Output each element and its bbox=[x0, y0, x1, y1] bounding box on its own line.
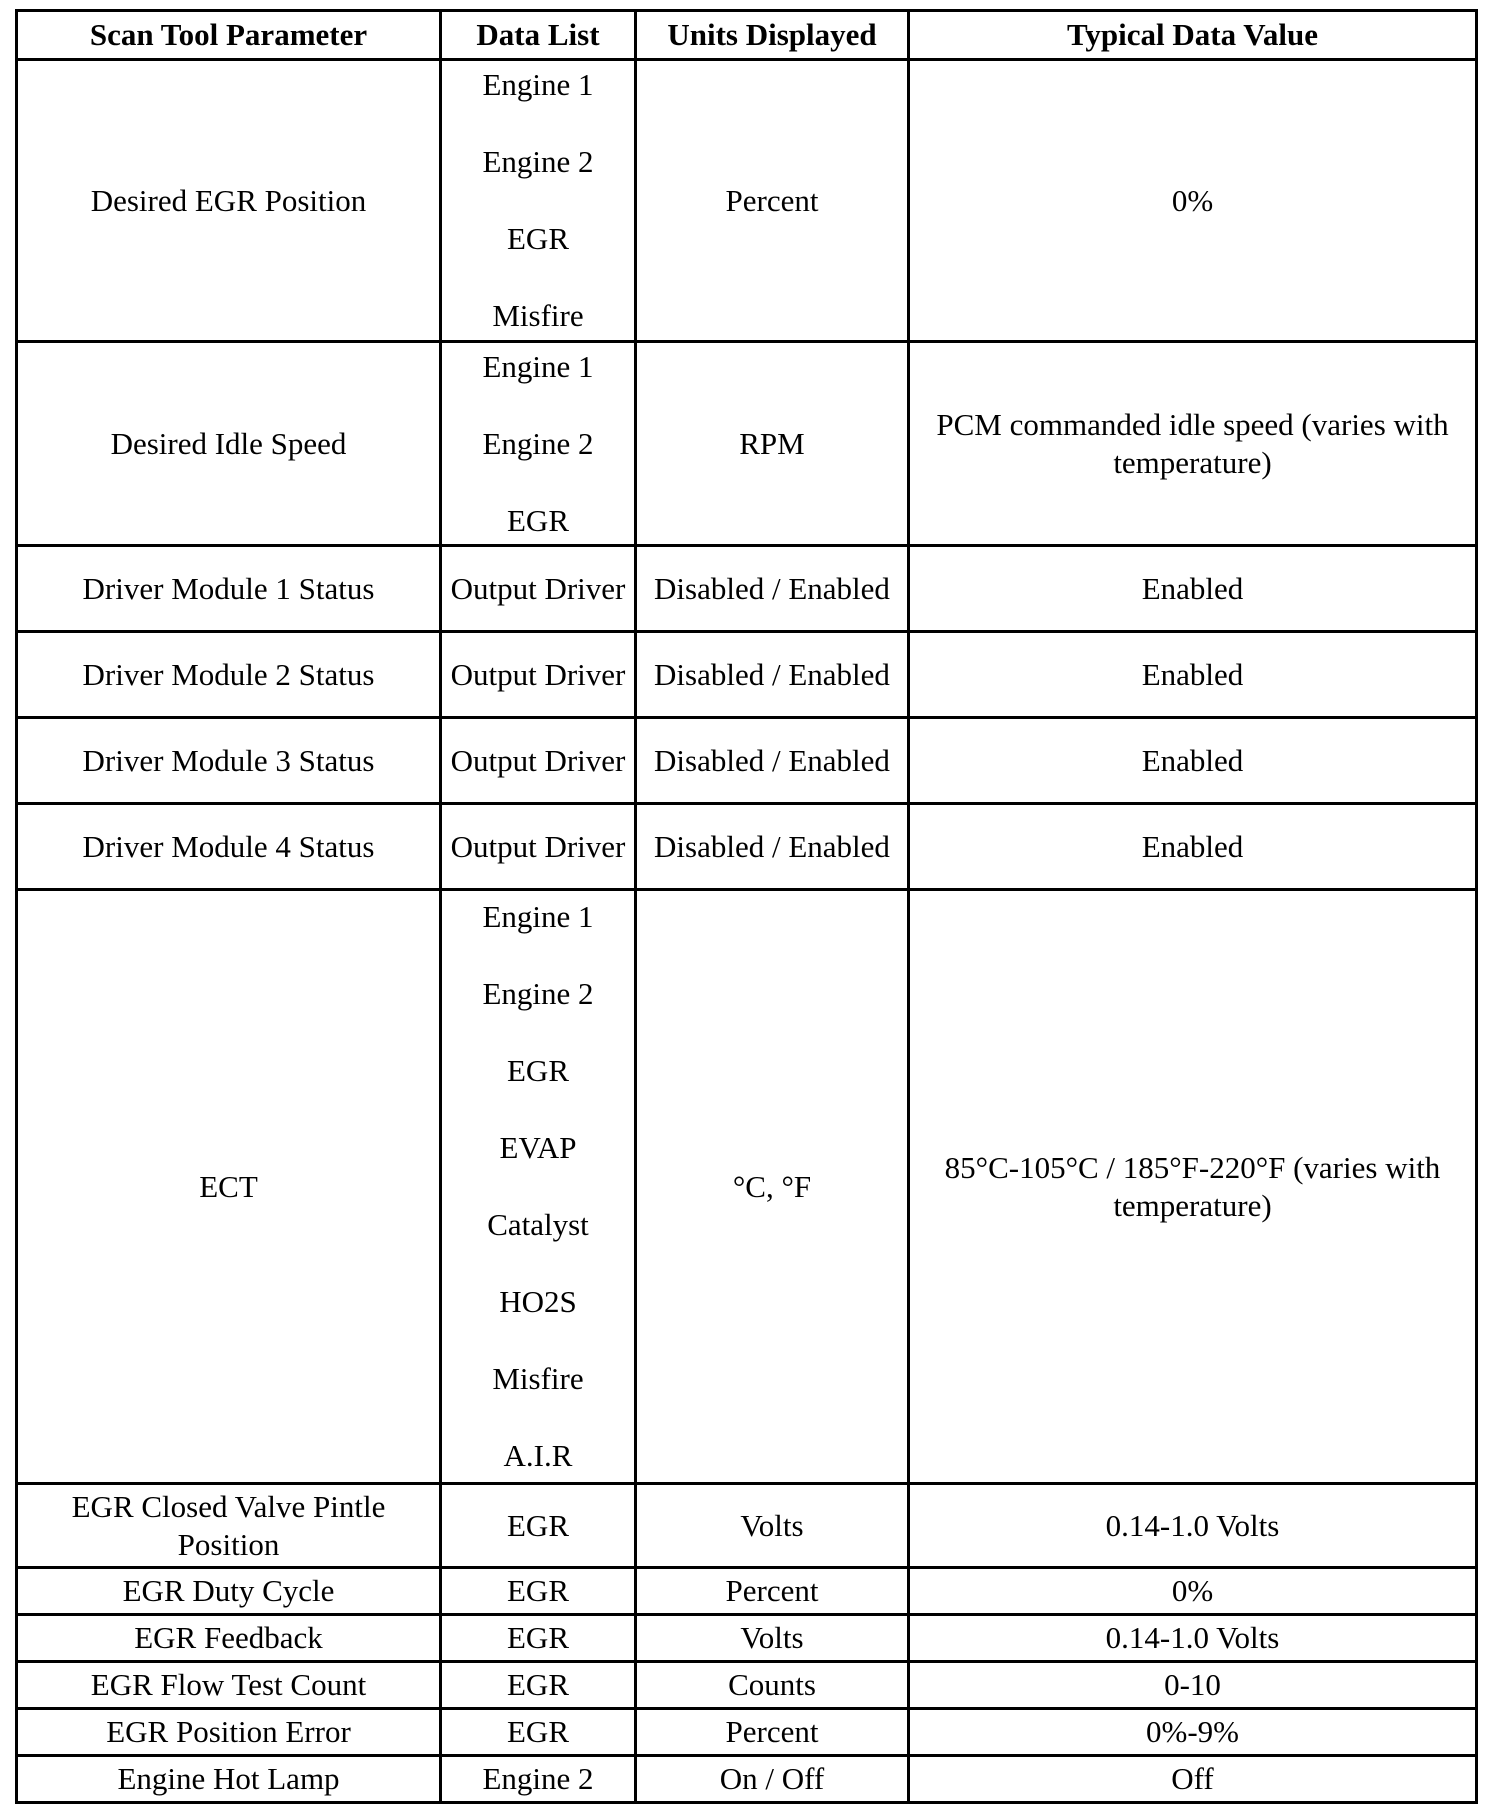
header-typical-data-value: Typical Data Value bbox=[909, 11, 1477, 60]
cell-parameter: EGR Position Error bbox=[17, 1709, 441, 1756]
cell-typical-value: 0% bbox=[909, 60, 1477, 342]
table-row bbox=[17, 1662, 1477, 1709]
cell-typical-value: 0%-9% bbox=[909, 1709, 1477, 1756]
data-list-item: Catalyst bbox=[487, 1207, 589, 1242]
table-row bbox=[17, 718, 1477, 804]
cell-typical-value: 0% bbox=[909, 1568, 1477, 1615]
cell-typical-value: Enabled bbox=[909, 718, 1477, 804]
data-list-item: EGR bbox=[507, 1714, 569, 1749]
data-list-item: EGR bbox=[507, 502, 569, 538]
data-list-item: Engine 1 bbox=[482, 67, 594, 102]
cell-data-list bbox=[441, 632, 636, 718]
data-list-item: Output Driver bbox=[450, 656, 626, 692]
data-list-item: Misfire bbox=[492, 298, 584, 333]
cell-parameter: Desired Idle Speed bbox=[17, 342, 441, 546]
data-list-item: Output Driver bbox=[450, 742, 626, 778]
data-list-item: Output Driver bbox=[450, 570, 626, 606]
cell-typical-value: Enabled bbox=[909, 546, 1477, 632]
cell-parameter: Driver Module 3 Status bbox=[17, 718, 441, 804]
data-list-item: EGR bbox=[507, 221, 569, 256]
cell-units: Percent bbox=[636, 1568, 909, 1615]
cell-units: Disabled / Enabled bbox=[636, 718, 909, 804]
table-row bbox=[17, 342, 1477, 546]
cell-data-list bbox=[441, 718, 636, 804]
data-list-item: EGR bbox=[507, 1620, 569, 1655]
cell-units: °C, °F bbox=[636, 890, 909, 1484]
cell-data-list bbox=[441, 546, 636, 632]
cell-typical-value: 0-10 bbox=[909, 1662, 1477, 1709]
table-row bbox=[17, 60, 1477, 342]
data-list-item: Output Driver bbox=[450, 828, 626, 864]
data-list-item: EVAP bbox=[499, 1130, 577, 1165]
table-row bbox=[17, 546, 1477, 632]
table-row bbox=[17, 1484, 1477, 1568]
cell-data-list bbox=[441, 1662, 636, 1709]
cell-parameter: EGR Duty Cycle bbox=[17, 1568, 441, 1615]
cell-parameter: Desired EGR Position bbox=[17, 60, 441, 342]
cell-data-list bbox=[441, 1615, 636, 1662]
data-list-item: EGR bbox=[507, 1507, 569, 1543]
cell-data-list bbox=[441, 342, 636, 546]
cell-units: Disabled / Enabled bbox=[636, 804, 909, 890]
cell-parameter: Engine Hot Lamp bbox=[17, 1756, 441, 1803]
cell-units: RPM bbox=[636, 342, 909, 546]
data-list-item: Engine 1 bbox=[482, 348, 594, 384]
cell-parameter: Driver Module 2 Status bbox=[17, 632, 441, 718]
data-list-item: A.I.R bbox=[503, 1438, 573, 1473]
table-row bbox=[17, 804, 1477, 890]
data-list-item: EGR bbox=[507, 1053, 569, 1088]
cell-data-list bbox=[441, 60, 636, 342]
cell-units: On / Off bbox=[636, 1756, 909, 1803]
data-list-item: Engine 2 bbox=[482, 1761, 594, 1796]
cell-units: Disabled / Enabled bbox=[636, 632, 909, 718]
header-row bbox=[17, 11, 1477, 60]
header-scan-tool-parameter: Scan Tool Parameter bbox=[17, 11, 441, 60]
cell-parameter: EGR Feedback bbox=[17, 1615, 441, 1662]
cell-parameter: Driver Module 1 Status bbox=[17, 546, 441, 632]
header-units-displayed: Units Displayed bbox=[636, 11, 909, 60]
cell-typical-value: PCM commanded idle speed (varies with temperature) bbox=[909, 342, 1477, 546]
data-list-item: Engine 2 bbox=[482, 976, 594, 1011]
cell-typical-value: 0.14-1.0 Volts bbox=[909, 1484, 1477, 1568]
cell-data-list bbox=[441, 804, 636, 890]
cell-typical-value: Enabled bbox=[909, 632, 1477, 718]
cell-data-list bbox=[441, 1484, 636, 1568]
cell-units: Disabled / Enabled bbox=[636, 546, 909, 632]
cell-units: Volts bbox=[636, 1615, 909, 1662]
cell-data-list bbox=[441, 1756, 636, 1803]
cell-units: Volts bbox=[636, 1484, 909, 1568]
cell-units: Counts bbox=[636, 1662, 909, 1709]
cell-units: Percent bbox=[636, 1709, 909, 1756]
table-row bbox=[17, 1568, 1477, 1615]
cell-typical-value: Off bbox=[909, 1756, 1477, 1803]
cell-data-list bbox=[441, 1568, 636, 1615]
cell-parameter: EGR Flow Test Count bbox=[17, 1662, 441, 1709]
data-list-item: Engine 2 bbox=[482, 425, 594, 461]
data-list-item: Engine 1 bbox=[482, 899, 594, 934]
cell-typical-value: 85°C-105°C / 185°F-220°F (varies with temperature) bbox=[909, 890, 1477, 1484]
data-list-item: HO2S bbox=[499, 1284, 577, 1319]
table-row bbox=[17, 1709, 1477, 1756]
header-data-list: Data List bbox=[441, 11, 636, 60]
cell-typical-value: 0.14-1.0 Volts bbox=[909, 1615, 1477, 1662]
data-list-item: EGR bbox=[507, 1667, 569, 1702]
table-row bbox=[17, 632, 1477, 718]
cell-data-list bbox=[441, 890, 636, 1484]
table-row bbox=[17, 1615, 1477, 1662]
data-list-item: EGR bbox=[507, 1573, 569, 1608]
table-row bbox=[17, 1756, 1477, 1803]
cell-parameter: ECT bbox=[17, 890, 441, 1484]
cell-parameter: EGR Closed Valve Pintle Position bbox=[17, 1484, 441, 1568]
cell-parameter: Driver Module 4 Status bbox=[17, 804, 441, 890]
cell-units: Percent bbox=[636, 60, 909, 342]
table-row bbox=[17, 890, 1477, 1484]
data-list-item: Misfire bbox=[492, 1361, 584, 1396]
cell-typical-value: Enabled bbox=[909, 804, 1477, 890]
cell-data-list bbox=[441, 1709, 636, 1756]
scan-tool-parameter-table bbox=[15, 9, 1478, 1804]
data-list-item: Engine 2 bbox=[482, 144, 594, 179]
